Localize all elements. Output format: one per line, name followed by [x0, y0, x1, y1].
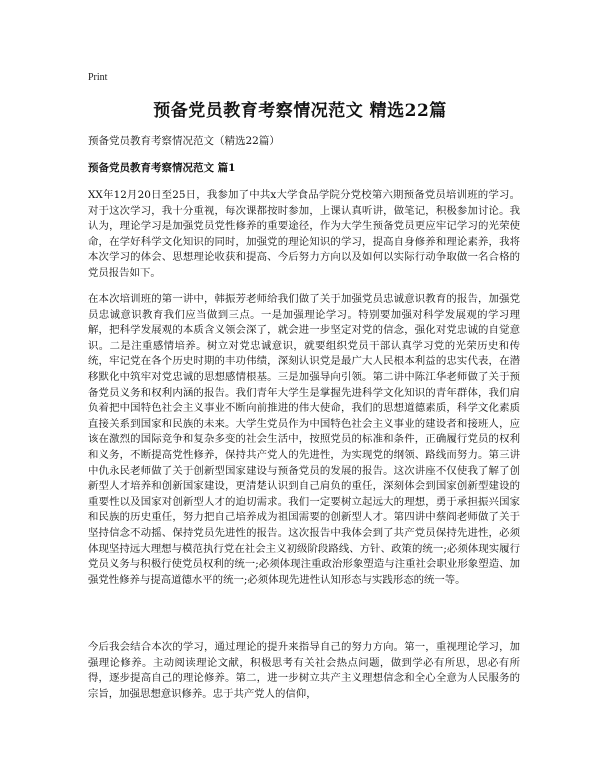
section-heading: 预备党员教育考察情况范文 篇1	[88, 162, 236, 174]
page-title: 预备党员教育考察情况范文 精选22篇	[153, 101, 447, 121]
document-subtitle: 预备党员教育考察情况范文（精选22篇）	[88, 135, 280, 147]
paragraph-2: 在本次培训班的第一讲中，韩振芳老师给我们做了关于加强党员忠诚意识教育的报告，加强党员忠诚意识教育我们应当做到三点。一是加强理论学习。特别要加强对科学发展观的学习理解，把科学发展观的本质含义领会深了，就会进一步坚定对党的信念，强化对党忠诚的自觉意识。二是注重感情培养。树立对党忠诚意识，就要组织党员干部认真学习党的光荣历史和传统，牢记党在各个历史时期的丰功伟绩，深刻认识党是最广大人民根本利益的忠实代表，在潜移默化中筑牢对党忠诚的思想感情根基。三是加强导向引领。第二讲中陈江华老师做了关于预备党员义务和权利内涵的报告。我们青年大学生是掌握先进科学文化知识的青年群体，我们肩负着把中国特色社会主义事业不断向前推进的伟大使命，我们的思想道德素质，科学文化素质直接关系到国家和民族的未来。大学生党员作为中国特色社会主义事业的建设者和接班人，应该在激烈的国际竞争和复杂多变的社会生活中，按照党员的标准和条件，正确履行党员的权利和义务，不断提高党性修养，保持共产党人的先进性，为实现党的纲领、路线而努力。第三讲中仇永民老师做了关于创新型国家建设与预备党员的发展的报告。这次讲座不仅使我了解了创新型人才培养和创新国家建设，更清楚认识到自己肩负的重任，深刻体会到国家创新型建设的重要性以及国家对创新型人才的迫切需求。我们一定要树立起远大的理想，勇于承担振兴国家和民族的历史重任，努力把自己培养成为祖国需要的创新型人才。第四讲中蔡阎老师做了关于坚持信念不动摇、保持党员先进性的报告。这次报告中我体会到了共产党员保持先进性，必须体现坚持远大理想与模范执行党在社会主义初级阶段路线、方针、政策的统一;必须体现实履行党员义务与积极行使党员权利的统一;必须体现注重政治形象塑造与注重社会职业形象塑造、加强党性修养与提高道德水平的统一;必须体现先进性认知形态与实践形态的统一等。	[88, 293, 520, 586]
print-label: Print	[88, 72, 108, 83]
paragraph-1: XX年12月20日至25日，我参加了中共x大学食品学院分党校第六期预备党员培训班的学习。对于这次学习，我十分重视，每次课都按时参加，上课认真听讲，做笔记，积极参加讨论。我认为，理论学习是加强党员党性修养的重要途径，作为大学生预备党员更应牢记学习的光荣使命，在学好科学文化知识的同时，加强党的理论知识的学习，提高自身修养和理论素养，我将本次学习的体会、思想理论收获和提高、今后努力方向以及如何以实际行动争取做一名合格的党员报告如下。	[88, 189, 520, 279]
paragraph-3: 今后我会结合本次的学习，通过理论的提升来指导自己的努力方向。第一，重视理论学习，加强理论修养。主动阅读理论文献，积极思考有关社会热点问题，做到学必有所思，思必有所得，逐步提高自己的理论修养。第二，进一步树立共产主义理想信念和全心全意为人民服务的宗旨，加强思想意识修养。忠于共产党人的信仰，	[88, 641, 520, 700]
